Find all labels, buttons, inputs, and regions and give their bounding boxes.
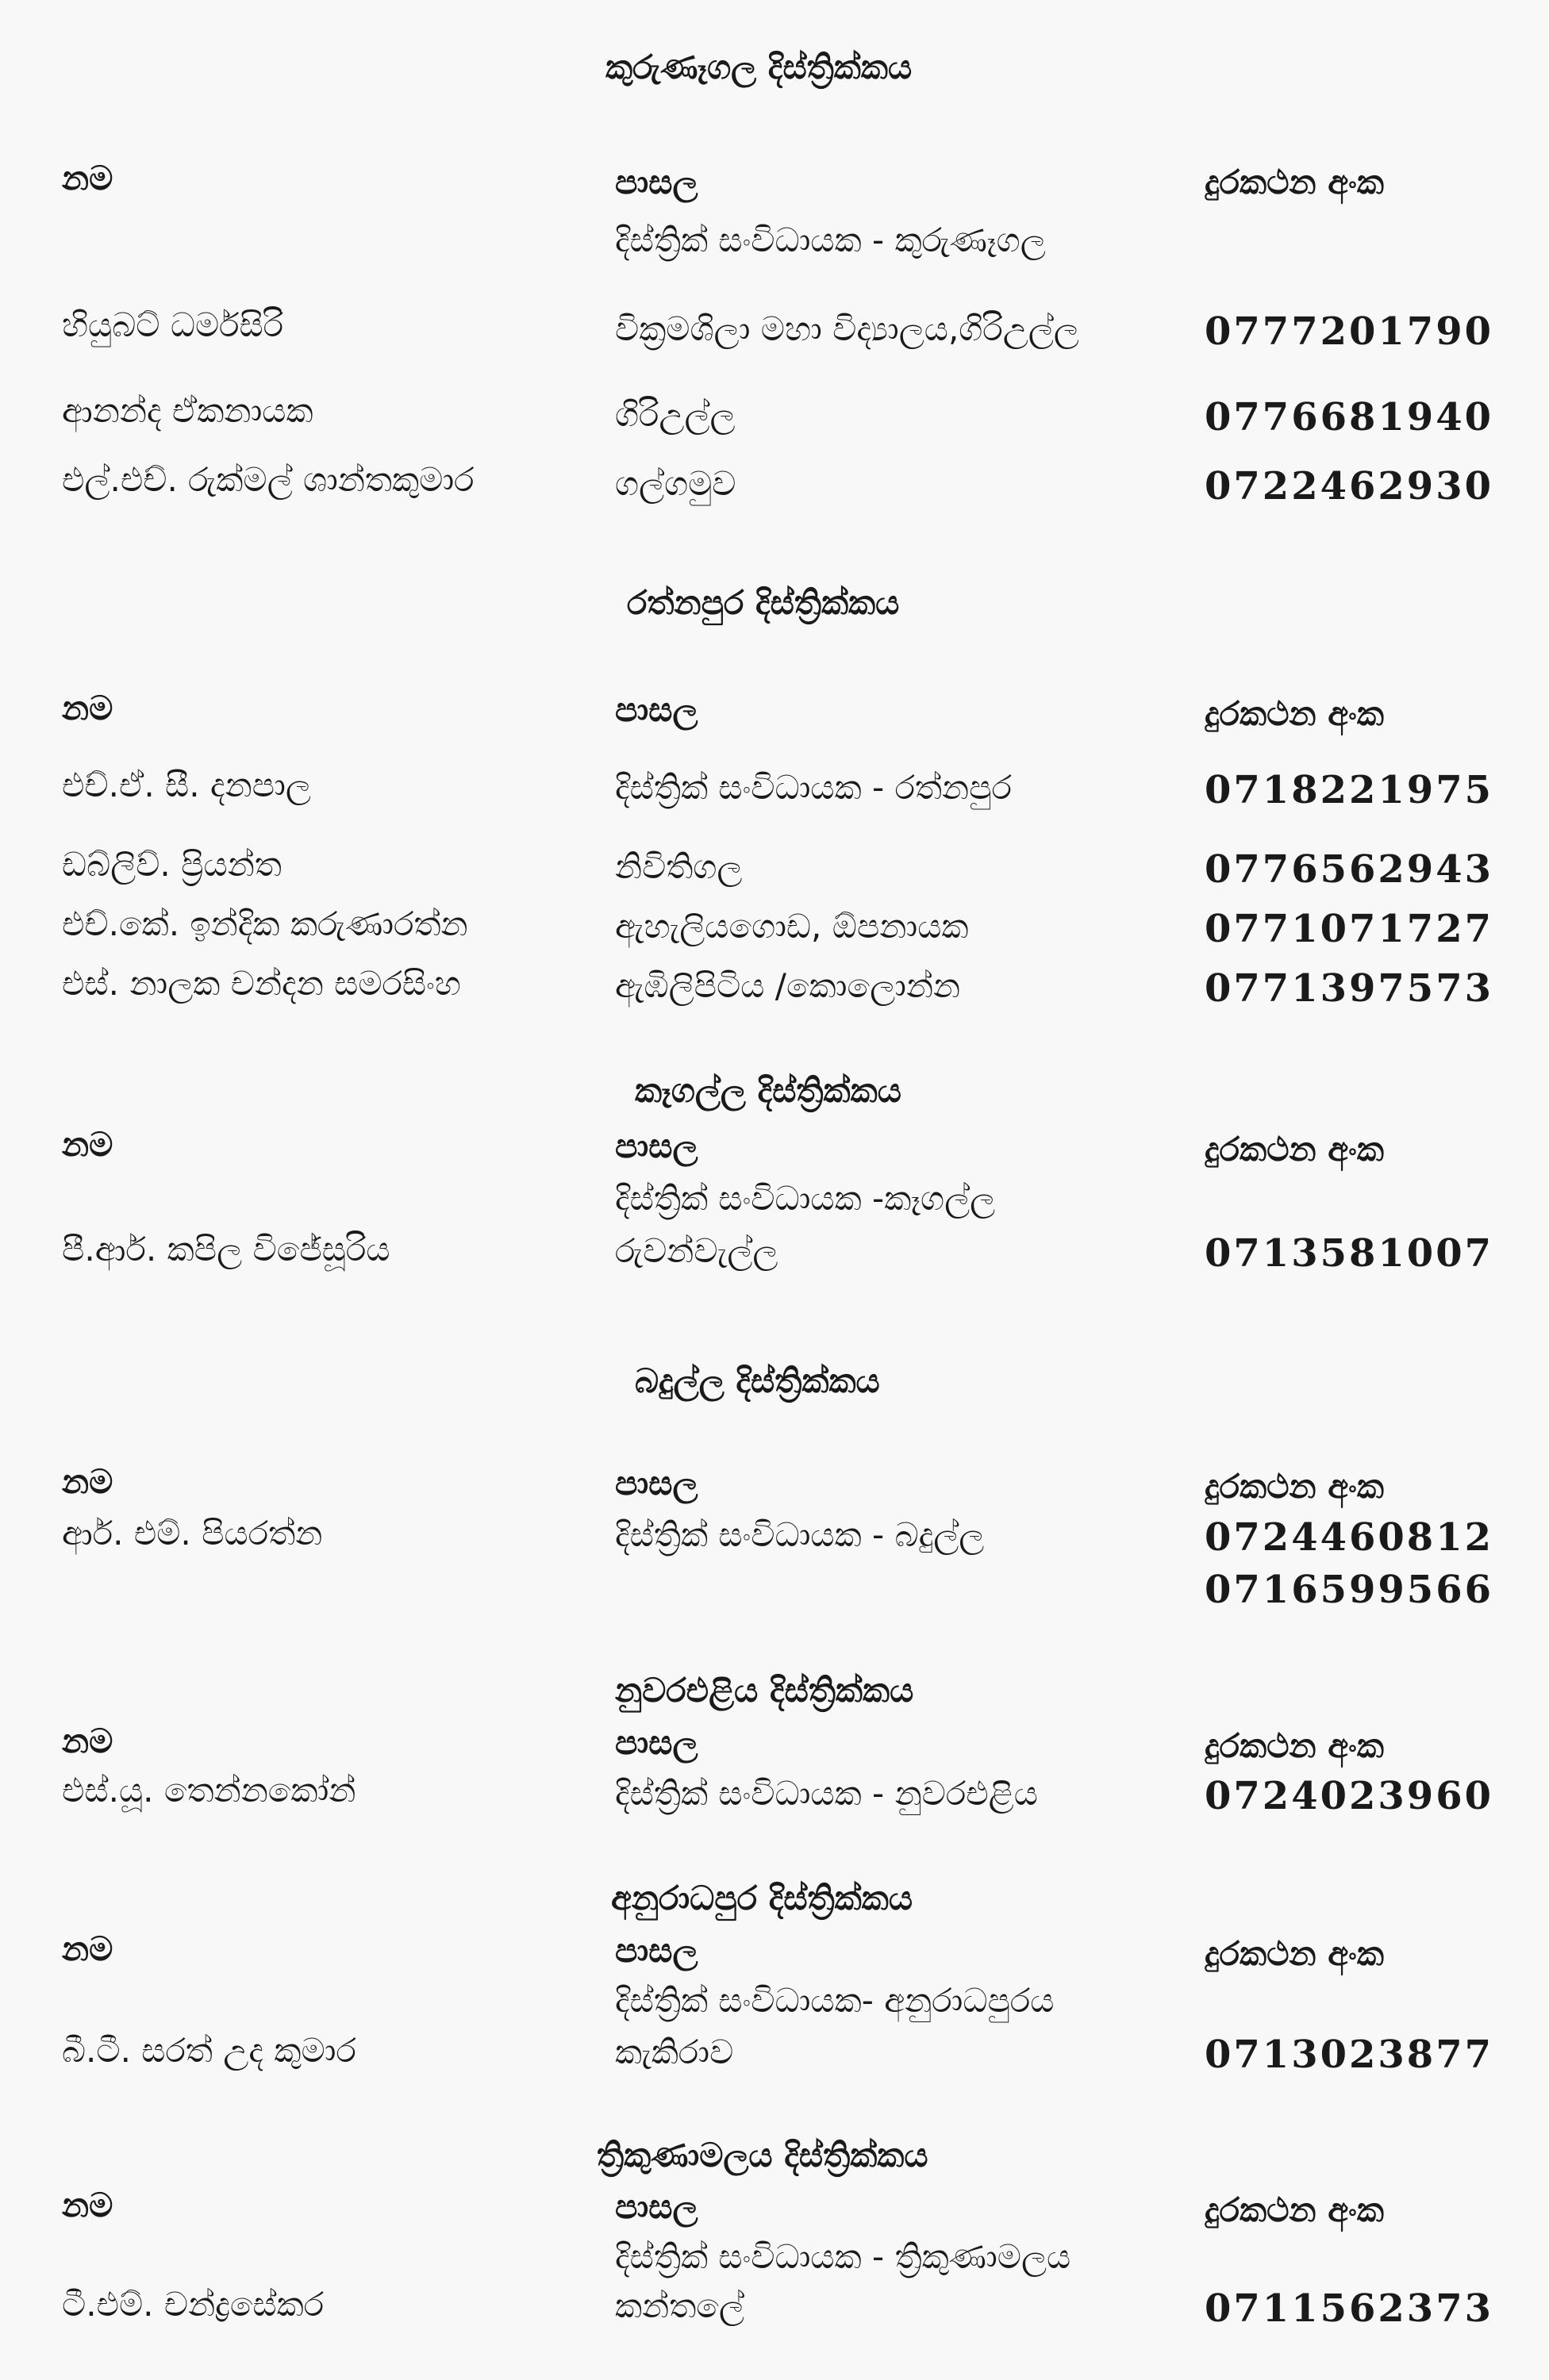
row-school: ගල්ගමුව (615, 464, 736, 503)
header-school: පාසල (615, 2187, 698, 2226)
section-title-kegalle: කෑගල්ල දිස්ත්‍රික්කය (635, 1071, 901, 1110)
row-phone: 0718221975 (1205, 768, 1493, 812)
coordinator-label: දිස්ත්‍රික් සංවිධායක- අනුරාධපුරය (615, 1981, 1055, 2020)
header-school: පාසල (615, 1931, 698, 1970)
row-school: ඇඹිලිපිටිය /කොලොන්න (615, 966, 961, 1005)
row-school: දිස්ත්‍රික් සංවිධායක - නුවරඑළිය (615, 1774, 1038, 1813)
row-phone: 0776681940 (1205, 395, 1493, 440)
row-phone: 0724023960 (1205, 1774, 1493, 1818)
header-school: පාසල (615, 1127, 698, 1165)
row-school: ගිරිඋල්ල (615, 395, 736, 434)
row-name: ටී.එම්. චන්ද්‍රසේකර (62, 2285, 325, 2324)
row-school: කන්තලේ (615, 2286, 744, 2325)
row-school: ඇහැලියගොඩ, ඕපනායක (615, 907, 969, 946)
header-school: පාසල (615, 690, 698, 729)
section-title-ratnapura: රත්නපුර දිස්ත්‍රික්කය (627, 583, 900, 622)
header-school: පාසල (615, 1464, 698, 1503)
row-name: ආර්. එම්. පියරත්න (62, 1514, 323, 1553)
header-name: නම (62, 1125, 113, 1164)
header-phone: දුරකථන අංක (1205, 1467, 1384, 1506)
header-phone: දුරකථන අංක (1205, 163, 1384, 202)
header-phone: දුරකථන අංක (1205, 1130, 1384, 1169)
row-phone: 0771071727 (1205, 907, 1493, 951)
row-name: එස්.යූ. තෙන්නකෝන් (62, 1771, 356, 1810)
coordinator-label: දිස්ත්‍රික් සංවිධායක - කුරුණෑගල (615, 221, 1046, 259)
row-school: නිවිතිගල (615, 847, 743, 886)
header-phone: දුරකථන අංක (1205, 2190, 1384, 2229)
row-school: රුවන්වැල්ල (615, 1231, 778, 1270)
coordinator-label: දිස්ත්‍රික් සංවිධායක -කෑගල්ල (615, 1179, 996, 1218)
row-name: ඩබ්ලිව්. ප්‍රියන්ත (62, 845, 282, 884)
row-school: කැකිරාව (615, 2033, 734, 2071)
row-name: එච්.ඒ. සී. දනපාල (62, 766, 311, 804)
row-phone: 0713581007 (1205, 1231, 1493, 1276)
section-title-kurunegala: කුරුණෑගල දිස්ත්‍රික්කය (605, 48, 913, 86)
header-name: නම (62, 159, 113, 198)
header-school: පාසල (615, 163, 698, 202)
row-name: එස්. නාලක චන්දන සමරසිංහ (62, 964, 461, 1003)
row-name: හියුබට් ධර්මසිරි (62, 305, 284, 344)
row-name: එච්.කේ. ඉන්දික කරුණාරත්න (62, 904, 468, 943)
row-school: දිස්ත්‍රික් සංවිධායක - රත්නපුර (615, 768, 1012, 807)
header-phone: දුරකථන අංක (1205, 1934, 1384, 1973)
row-phone: 0771397573 (1205, 966, 1493, 1011)
coordinator-label: දිස්ත්‍රික් සංවිධායක - ත්‍රිකුණාමලය (615, 2237, 1071, 2276)
section-title-trincomalee: ත්‍රිකුණාමලය දිස්ත්‍රික්කය (597, 2136, 928, 2175)
header-school: පාසල (615, 1723, 698, 1762)
row-phone: 0722462930 (1205, 464, 1493, 509)
row-phone: 0713023877 (1205, 2033, 1493, 2077)
row-name: පී.ආර්. කපිල විජේසූරිය (62, 1230, 390, 1269)
header-name: නම (62, 1722, 113, 1760)
row-phone: 0711562373 (1205, 2286, 1493, 2331)
section-title-nuwara-eliya: නුවරඑළිය දිස්ත්‍රික්කය (615, 1671, 914, 1710)
row-phone: 0776562943 (1205, 847, 1493, 892)
row-name: එල්.එච්. රුක්මල් ශාන්තකුමාර (62, 460, 475, 499)
header-name: නම (62, 689, 113, 727)
row-name: ආනන්ද ඒකනායක (62, 391, 313, 430)
section-title-anuradhapura: අනුරාධපුර දිස්ත්‍රික්කය (611, 1879, 913, 1917)
row-phone: 0777201790 (1205, 309, 1493, 354)
row-phone: 0724460812 (1205, 1515, 1493, 1560)
section-title-badulla: බදුල්ල දිස්ත්‍රික්කය (635, 1361, 880, 1400)
header-phone: දුරකථන අංක (1205, 694, 1384, 733)
row-school: වික්‍රමශිලා මහා විද්‍යාලය,ගිරිඋල්ල (615, 309, 1079, 348)
header-name: නම (62, 2186, 113, 2225)
row-school: දිස්ත්‍රික් සංවිධායක - බදුල්ල (615, 1515, 985, 1554)
row-phone-secondary: 0716599566 (1205, 1568, 1493, 1612)
header-name: නම (62, 1929, 113, 1968)
header-phone: දුරකථන අංක (1205, 1726, 1384, 1765)
row-name: බී.ටී. සරත් උද කුමාර (62, 2031, 356, 2070)
header-name: නම (62, 1462, 113, 1501)
